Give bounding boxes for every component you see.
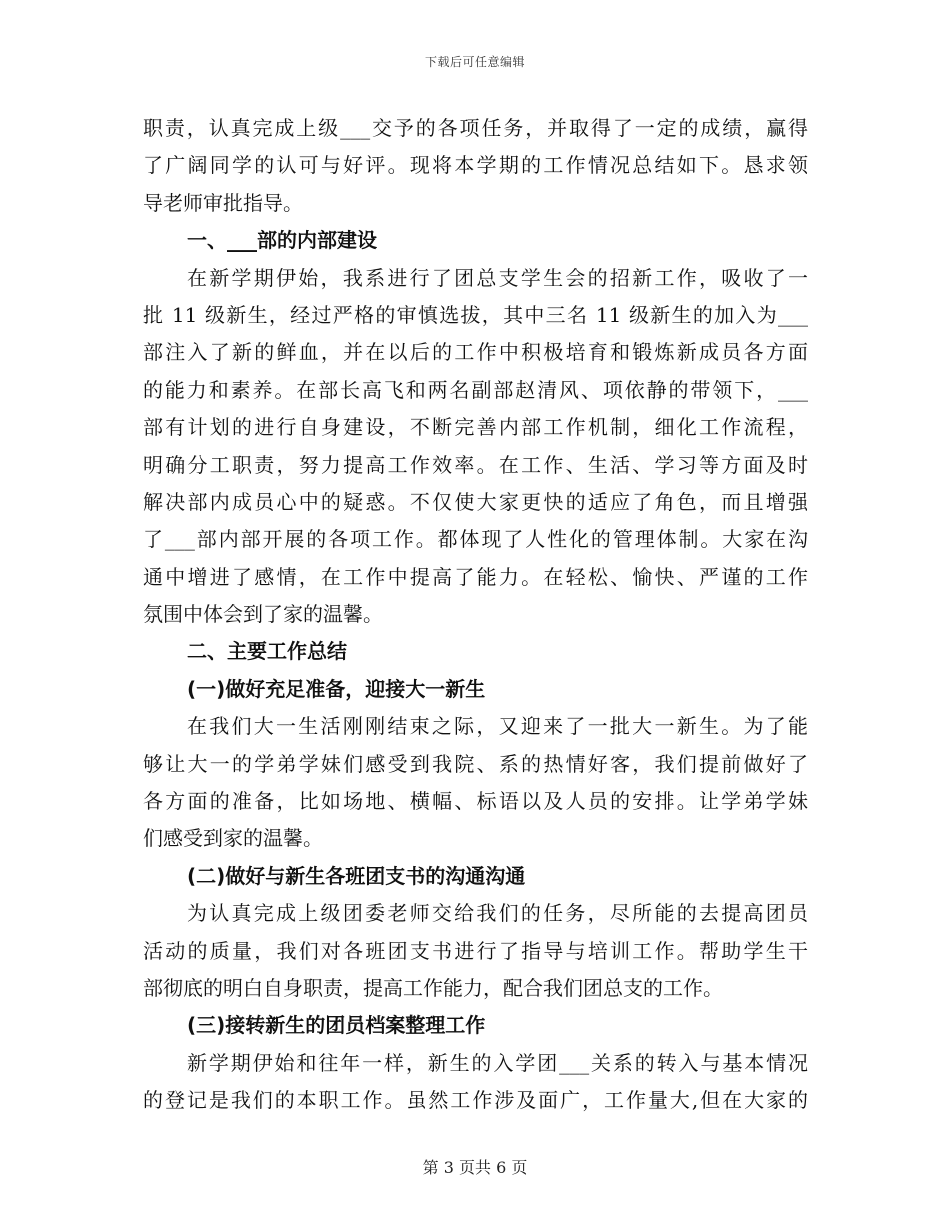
- body-line: 活动的质量，我们对各班团支书进行了指导与培训工作。帮助学生干: [143, 938, 808, 963]
- body-line: 在我们大一生活刚刚结束之际，又迎来了一批大一新生。为了能: [187, 714, 808, 739]
- body-line: 通中增进了感情，在工作中提高了能力。在轻松、愉快、严谨的工作: [143, 564, 808, 589]
- body-line: 各方面的准备，比如场地、横幅、标语以及人员的安排。让学弟学妹: [143, 789, 808, 814]
- body-line: 新学期伊始和往年一样，新生的入学团___关系的转入与基本情况: [187, 1050, 808, 1075]
- body-line: 明确分工职责，努力提高工作效率。在工作、生活、学习等方面及时: [143, 452, 808, 477]
- body-line: 氛围中体会到了家的温馨。: [143, 602, 383, 627]
- body-line: 部注入了新的鲜血，并在以后的工作中积极培育和锻炼新成员各方面: [143, 340, 808, 365]
- body-line: 部彻底的明白自身职责，提高工作能力，配合我们团总支的工作。: [143, 975, 723, 1000]
- document-body: [143, 110, 808, 1120]
- section-heading: 二、主要工作总结: [187, 639, 347, 664]
- subsection-heading: (一)做好充足准备，迎接大一新生: [187, 676, 486, 701]
- subsection-heading: (三)接转新生的团员档案整理工作: [187, 1013, 486, 1038]
- body-line: 的能力和素养。在部长高飞和两名副部赵清风、项依静的带领下，___: [143, 377, 808, 402]
- body-line: 部有计划的进行自身建设，不断完善内部工作机制，细化工作流程，: [143, 415, 808, 440]
- page-header-note: 下载后可任意编辑: [424, 55, 525, 69]
- section-heading: 一、___部的内部建设: [187, 228, 377, 253]
- body-line: 解决部内成员心中的疑惑。不仅使大家更快的适应了角色，而且增强: [143, 489, 808, 514]
- body-line: 在新学期伊始，我系进行了团总支学生会的招新工作，吸收了一: [187, 265, 808, 290]
- body-line: 批 11 级新生，经过严格的审慎选拔，其中三名 11 级新生的加入为___: [143, 302, 808, 327]
- body-line: 导老师审批指导。: [143, 190, 303, 215]
- body-line: 够让大一的学弟学妹们感受到我院、系的热情好客，我们提前做好了: [143, 751, 808, 776]
- body-line: 为认真完成上级团委老师交给我们的任务，尽所能的去提高团员: [187, 901, 808, 926]
- body-line: 了___部内部开展的各项工作。都体现了人性化的管理体制。大家在沟: [143, 527, 808, 552]
- body-line: 了广阔同学的认可与好评。现将本学期的工作情况总结如下。恳求领: [143, 153, 808, 178]
- subsection-heading: (二)做好与新生各班团支书的沟通沟通: [187, 863, 526, 888]
- body-line: 们感受到家的温馨。: [143, 826, 323, 851]
- body-line: 的登记是我们的本职工作。虽然工作涉及面广，工作量大,但在大家的: [143, 1088, 808, 1113]
- page-number: 第 3 页共 6 页: [422, 1158, 528, 1177]
- body-line: 职责，认真完成上级___交予的各项任务，并取得了一定的成绩，赢得: [143, 116, 808, 140]
